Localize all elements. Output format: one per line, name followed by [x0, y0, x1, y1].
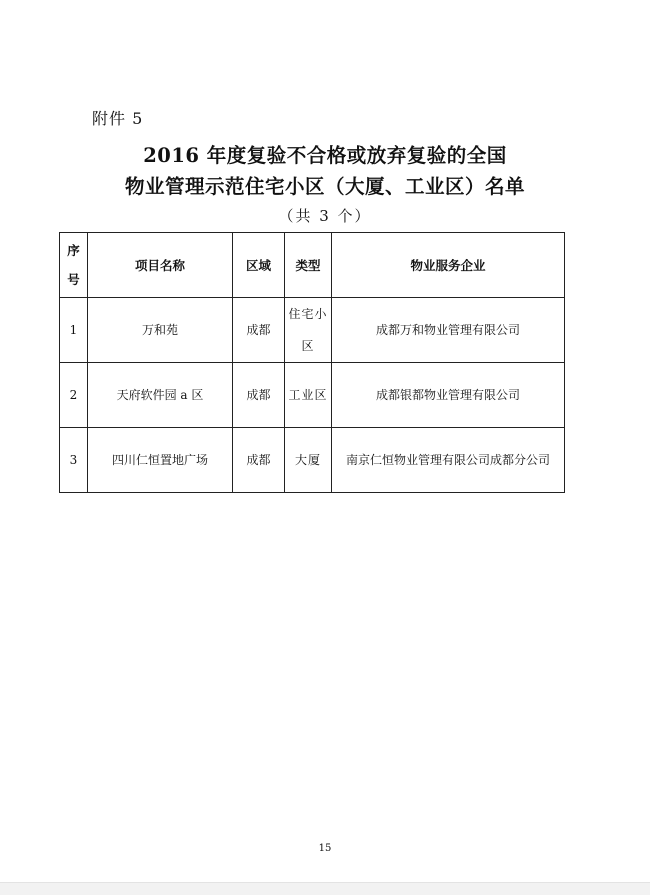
community-list-table	[59, 232, 565, 493]
row-district: 成都	[233, 428, 285, 493]
row-type: 住宅小区	[285, 298, 332, 363]
attachment-label: 附件 5	[92, 109, 144, 128]
row-company: 成都银都物业管理有限公司	[332, 363, 565, 428]
row-company: 南京仁恒物业管理有限公司成都分公司	[332, 428, 565, 493]
row-company: 成都万和物业管理有限公司	[332, 298, 565, 363]
table-row	[60, 298, 565, 363]
row-serial-number: 2	[60, 363, 88, 428]
table-row	[60, 363, 565, 428]
row-project-name: 万和苑	[88, 298, 233, 363]
row-district: 成都	[233, 298, 285, 363]
row-type: 工业区	[285, 363, 332, 428]
row-district: 成都	[233, 363, 285, 428]
document-title-line-2: 物业管理示范住宅小区（大厦、工业区）名单	[124, 175, 525, 198]
row-serial-number: 3	[60, 428, 88, 493]
table-header-row	[60, 233, 565, 298]
table-row	[60, 428, 565, 493]
header-project-name: 项目名称	[88, 233, 233, 298]
row-type: 大厦	[285, 428, 332, 493]
header-type: 类型	[285, 233, 332, 298]
page-number: 15	[318, 843, 332, 854]
row-project-name: 天府软件园 a 区	[88, 363, 233, 428]
header-district: 区域	[233, 233, 285, 298]
total-count: （共 3 个）	[278, 207, 372, 225]
page-bottom-edge	[0, 882, 650, 895]
document-title-line-1: 2016 年度复验不合格或放弃复验的全国	[143, 144, 507, 167]
row-serial-number: 1	[60, 298, 88, 363]
header-company: 物业服务企业	[332, 233, 565, 298]
header-serial-number	[60, 233, 88, 298]
header-serial-number-line-2: 号	[67, 272, 80, 287]
row-project-name: 四川仁恒置地广场	[88, 428, 233, 493]
header-serial-number-line-1: 序	[67, 243, 80, 258]
